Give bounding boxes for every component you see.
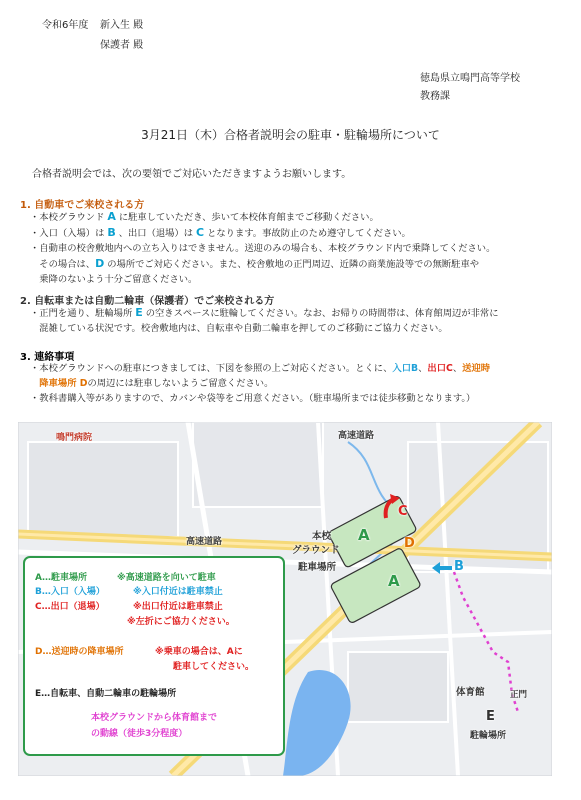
marker-e: E [135, 306, 143, 319]
section2-heading: 2. 自転車または自動二輪車（保護者）でご来校される方 [20, 296, 275, 307]
map-marker-e: E [486, 709, 495, 724]
ground-label-1: 本校 [312, 531, 332, 542]
legend-b: B…入口（入場） [35, 587, 105, 597]
legend-a: A…駐車場所 [35, 573, 87, 583]
sender-block [420, 70, 520, 106]
map-legend [23, 556, 285, 756]
legend-route-2: の動線（徒歩3分程度） [91, 729, 188, 739]
section3-body: ・本校グラウンドへの駐車につきましては、下図を参照の上ご対応ください。とくに、入口B、出口C、送迎時 降車場所 Dの周辺には駐車しないようご留意ください。 ・教科書購入等がありますので、カバンや袋等をご用意ください。（駐車場所までは徒歩移動となります。） [30, 363, 491, 404]
fiscal-year: 令和6年度 [42, 20, 89, 31]
section3-heading: 3. 連絡事項 [20, 352, 75, 363]
department: 教務課 [420, 91, 450, 102]
hospital-label: 鳴門病院 [56, 433, 93, 443]
legend-c-note: ※出口付近は駐車禁止 [133, 602, 223, 612]
section2-body: ・正門を通り、駐輪場所 E の空きスペースに駐輪してください。なお、お帰りの時間帯は、体育館周辺が非常に 混雑している状況です。校舎敷地内は、自転車や自動二輪車を押してのご移動にご協力ください。 [30, 306, 499, 334]
map-marker-c: C [398, 504, 408, 519]
ground-label-2: グラウンド [292, 545, 340, 556]
legend-b-note: ※入口付近は駐車禁止 [133, 587, 223, 597]
intro-text: 合格者説明会では、次の要領でご対応いただきますようお願いします。 [32, 169, 352, 180]
legend-e: E…自転車、自動二輪車の駐輪場所 [35, 689, 177, 699]
ground-label-3: 駐車場所 [298, 562, 337, 573]
section1-heading: 1. 自動車でご来校される方 [20, 200, 145, 211]
parking-map [18, 422, 552, 776]
recipient-block [42, 16, 143, 56]
gate-label: 正門 [510, 690, 528, 700]
legend-c-note2: ※左折にご協力ください。 [127, 617, 235, 627]
map-marker-a1: A [358, 526, 370, 544]
marker-b: B [107, 226, 116, 239]
map-marker-d: D [404, 536, 415, 551]
recipient-guardians: 保護者 殿 [100, 40, 144, 51]
map-marker-b: B [454, 559, 464, 574]
legend-a-note: ※高速道路を向いて駐車 [117, 573, 216, 583]
marker-d: D [95, 257, 105, 270]
recipient-students: 新入生 殿 [100, 20, 144, 31]
school-name: 徳島県立鳴門高等学校 [420, 73, 520, 84]
bike-parking-label: 駐輪場所 [470, 731, 507, 741]
gym-label: 体育館 [456, 687, 485, 698]
expressway-label-mid: 高速道路 [186, 537, 223, 547]
map-marker-a2: A [388, 572, 400, 590]
legend-d: D…送迎時の降車場所 [35, 647, 124, 657]
legend-route: 本校グラウンドから体育館まで [91, 713, 218, 723]
expressway-label-top: 高速道路 [338, 431, 375, 441]
marker-c: C [196, 226, 205, 239]
legend-d-note2: 駐車してください。 [173, 662, 255, 672]
section1-body: ・本校グラウンド A に駐車していただき、歩いて本校体育館までご移動ください。 ・入口（入場）は B 、出口（退場）は C となります。事故防止のため遵守してください。 ・自動車の校舎敷地内への立ち入りはできません。送迎のみの場合も、本校グラウンド内で乗降してください。 その場合は、D の場所でご対応ください。また、校舎敷地の正門周辺、近隣の商業施設等での無断駐車や 乗降のないよう十分ご留意ください。 [30, 210, 496, 285]
legend-d-note: ※乗車の場合は、Aに [155, 647, 243, 657]
legend-c: C…出口（退場） [35, 602, 105, 612]
marker-a: A [107, 210, 116, 223]
document-title: 3月21日（木）合格者説明会の駐車・駐輪場所について [141, 128, 440, 142]
